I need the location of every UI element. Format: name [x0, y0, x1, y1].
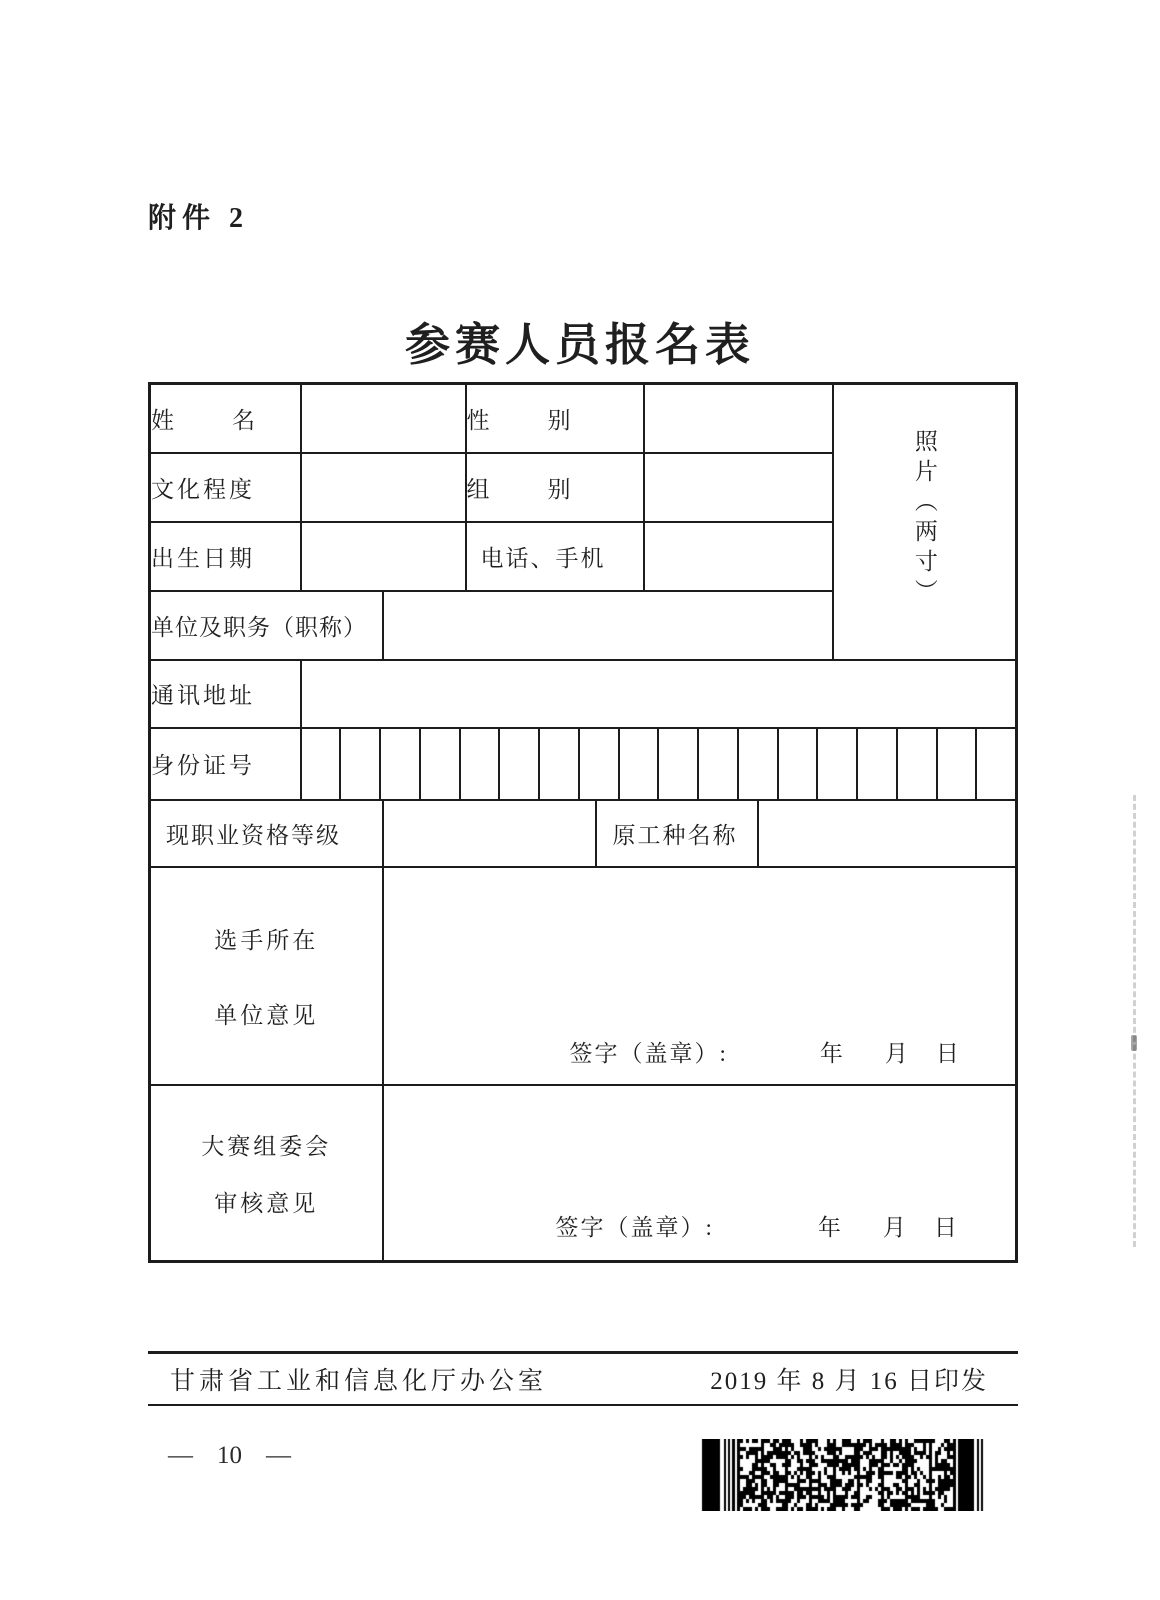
id-digit-cell	[936, 729, 976, 799]
table-row	[150, 800, 1017, 867]
attachment-label: 附件 2	[148, 203, 250, 234]
page-number-dash-left: —	[168, 1442, 193, 1469]
unit-position-value-cell	[383, 591, 833, 660]
education-value-cell	[301, 453, 466, 522]
month-label: 月	[884, 1040, 910, 1066]
id-number-cells	[301, 728, 1017, 800]
table-row	[150, 660, 1017, 728]
committee-opinion-content	[383, 1085, 1017, 1262]
id-digit-strip	[302, 729, 1016, 799]
table-row	[150, 728, 1017, 800]
day-label: 日	[933, 1215, 959, 1240]
page-number	[168, 1442, 291, 1470]
id-digit-cell	[816, 729, 856, 799]
id-digit-cell	[459, 729, 499, 799]
scan-artifact-blob	[1131, 1035, 1137, 1051]
footer-issuer: 甘肃省工业和信息化厅办公室	[170, 1368, 548, 1395]
month-label: 月	[882, 1215, 908, 1240]
gender-value-cell	[644, 384, 833, 453]
unit-opinion-label	[150, 867, 383, 1085]
id-digit-cell	[618, 729, 658, 799]
phone-value-cell	[644, 522, 833, 591]
id-digit-cell	[578, 729, 618, 799]
unit-opinion-label-line1: 选手所在	[214, 927, 319, 953]
unit-opinion-sign-line	[570, 1035, 961, 1068]
name-label: 姓 名	[150, 384, 301, 453]
committee-opinion-label-line2: 审核意见	[214, 1190, 319, 1216]
name-value-cell	[301, 384, 466, 453]
scan-artifact-dashes	[1133, 795, 1136, 1247]
id-digit-cell	[379, 729, 419, 799]
table-row	[150, 867, 1017, 1085]
year-label: 年	[819, 1040, 845, 1066]
id-digit-cell	[657, 729, 697, 799]
education-label: 文化程度	[150, 453, 301, 522]
birth-date-value-cell	[301, 522, 466, 591]
id-digit-cell	[975, 729, 1015, 799]
id-number-label: 身份证号	[150, 728, 301, 800]
qualification-label: 现职业资格等级	[150, 800, 383, 867]
photo-label: 照片（两寸）	[911, 428, 937, 609]
table-row	[150, 384, 1017, 453]
registration-form-table	[148, 382, 1018, 1263]
qualification-value-cell	[383, 800, 596, 867]
id-digit-cell	[737, 729, 777, 799]
group-label: 组 别	[466, 453, 644, 522]
id-digit-cell	[339, 729, 379, 799]
id-digit-cell	[856, 729, 896, 799]
unit-opinion-content	[383, 867, 1017, 1085]
id-digit-cell	[777, 729, 817, 799]
unit-opinion-label-line2: 单位意见	[214, 1002, 319, 1028]
footer-issue-date: 2019 年 8 月 16 日印发	[710, 1368, 988, 1395]
year-label: 年	[817, 1215, 843, 1240]
page-number-value: 10	[217, 1442, 242, 1469]
id-digit-cell	[896, 729, 936, 799]
original-trade-value-cell	[758, 800, 1017, 867]
sign-label: 签字（盖章）:	[569, 1040, 728, 1066]
committee-opinion-label	[150, 1085, 383, 1262]
barcode	[700, 1439, 985, 1511]
birth-date-label: 出生日期	[150, 522, 301, 591]
id-digit-cell	[697, 729, 737, 799]
unit-position-label: 单位及职务（职称）	[150, 591, 383, 660]
committee-opinion-sign-line	[556, 1209, 959, 1242]
id-digit-cell	[538, 729, 578, 799]
footer-row	[148, 1356, 1018, 1402]
footer-top-rule	[148, 1351, 1018, 1354]
address-label: 通讯地址	[150, 660, 301, 728]
original-trade-label: 原工种名称	[596, 800, 758, 867]
gender-label: 性 别	[466, 384, 644, 453]
group-value-cell	[644, 453, 833, 522]
table-row	[150, 1085, 1017, 1262]
photo-cell	[833, 384, 1017, 660]
page-title: 参赛人员报名表	[404, 320, 755, 370]
sign-label: 签字（盖章）:	[555, 1215, 714, 1240]
address-value-cell	[301, 660, 1017, 728]
id-digit-cell	[302, 729, 340, 799]
id-digit-cell	[498, 729, 538, 799]
phone-label: 电话、手机	[466, 522, 644, 591]
page-number-dash-right: —	[266, 1442, 291, 1469]
committee-opinion-label-line1: 大赛组委会	[201, 1133, 332, 1159]
day-label: 日	[935, 1040, 961, 1066]
footer-bottom-rule	[148, 1404, 1018, 1406]
id-digit-cell	[419, 729, 459, 799]
